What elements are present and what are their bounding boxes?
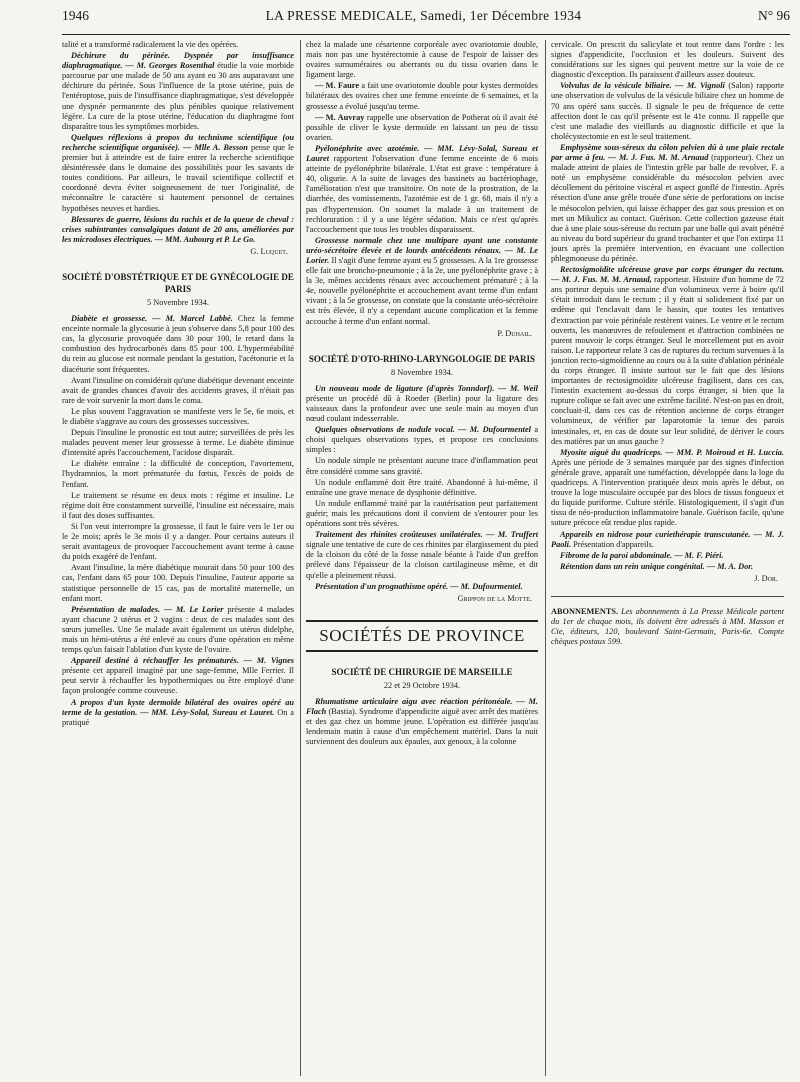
signature: G. Luquet. <box>250 246 288 256</box>
section-heading: SOCIÉTÉ D'OBSTÉTRIQUE ET DE GYNÉCOLOGIE DE PARIS <box>62 271 294 294</box>
paragraph <box>62 698 294 728</box>
article-text: a choisi quelques observations types, et propose ces conclusions simples : <box>306 425 538 455</box>
signature: Grippon de la Motte. <box>457 593 532 603</box>
article-title: Volvulus de la vésicule biliaire. — M. Vignoli <box>560 81 725 91</box>
article-text: présente 4 malades ayant chacune 2 utérus et 2 vagins : deux de ces malades sont des sœurs jumelles. Une 5e malade avait également un utérus didelphe, mais un hémi-utérus a été enlevé au cours d'une opération en même temps qu'un faisait l'ablation d'un kyste de l'ovaire. <box>62 604 294 655</box>
article-title: Rectosigmoïdite ulcéreuse grave par corps étranger du rectum. — M. J. Fus. M. M. Arnaud, <box>551 265 784 285</box>
article-text: Il s'agit d'une femme ayant eu 5 grossesses. A la 1re grossesse elle fait une broncho-pneumonie ; à la 2e, une pyélonéphrite grave ; à la 3e, mêmes accidents rénaux avec accouchement prématuré ; à la 4e, nouvelle pyélonéphrite et accouchement avant terme d'un enfant vivant ; à la 5e grossesse, on constate que la constante uréo-sécrétoire est très élevée, il n'y a cependant aucune complication et la femme accouche à terme d'un enfant normal. <box>306 255 538 326</box>
section-date: 8 Novembre 1934. <box>391 367 453 377</box>
article-title: Quelques observations de nodule vocal. — M. Dufourmentel <box>315 425 531 435</box>
paragraph <box>551 562 784 572</box>
article-title: Quelques réflexions à propos du technisme scientifique (ou recherche scientifique organisée). — Mlle A. Besson <box>62 132 294 152</box>
article-title: Grossesse normale chez une multipare ayant une constante uréo-sécrétoire élevée et de lourds antécédents rénaux. — M. Le Lorier. <box>306 235 538 265</box>
paragraph: Le plus souvent l'aggravation se manifeste vers le 5e, 6e mois, et le diabète s'aggrave au cours des grossesses successives. <box>62 406 294 426</box>
paragraph <box>551 265 784 447</box>
article-text: (Salon) rapporte une observation de volvulus de la vésicule biliaire chez un homme de 70 ans opéré sans succès. Il signale le peu de fréquence de cette affection dont le cas qu'il présente est le 41e connu. Il rappelle que c'est une maladie des vieillards au diagnostic difficile et que la cholécystectomie en est le seul traitement. <box>551 81 784 141</box>
article-title: Appareil destiné à réchauffer les prématurés. — M. Vignes <box>71 656 294 666</box>
paragraph <box>306 236 538 327</box>
paragraph: Avant l'insuline, la mère diabétique mourait dans 50 pour 100 des cas, l'enfant dans 65 pour 100. Depuis l'insuline, l'auteur apporte sa statistique personnelle de 15 cas, pas de mortalité maternelle, un enfant mort. <box>62 563 294 603</box>
paragraph: cervicale. On prescrit du salicylate et tout rentre dans l'ordre : les signes d'appendicite, l'occlusion et les douleurs. Suivent des considérations sur les signes qui peuvent mettre sur la voie de ce diagnostic d'exception. Ils paraissent d'ailleurs assez douteux. <box>551 40 784 80</box>
journal-title: LA PRESSE MEDICALE, Samedi, 1er Décembre 1934 <box>265 8 582 23</box>
paragraph <box>306 113 538 143</box>
article-title: Rhumatisme articulaire aigu avec réaction péritonéale. — M. Flach <box>306 696 538 716</box>
paragraph <box>306 144 538 235</box>
article-text: (rapporteur). Chez un malade atteint de plaies de l'intestin grêle par balle de revolver, F. a noté un emphysème considérable du mésocolon pelvien avec décollement du péritoine viscéral et aspect gonflé de l'intestin. Après résection d'une anse grêle trouée d'une série de perforations on incise le mésocolon pelvien, qui laisse échapper des gaz sous pression et on met un Mikulicz au contact. Guérison. Cette collection gazeuse était due à une plaie sous-séreuse du rectum par une balle qui avait pénétré au niveau du bord supérieur du grand trochanter et que l'on extirpa 11 jours après la première intervention, en évacuant une collection phlegmoneuse du périnée. <box>551 153 784 263</box>
article-title: Emphysème sous-séreux du côlon pelvien dû à une plaie rectale par arme à feu. — M. J. Fus. M. M. Arnaud <box>551 142 784 163</box>
section-heading: SOCIÉTÉ D'OTO-RHINO-LARYNGOLOGIE DE PARIS <box>308 353 536 364</box>
paragraph <box>62 215 294 245</box>
paragraph <box>306 425 538 455</box>
section-date: 5 Novembre 1934. <box>147 297 209 307</box>
article-title: Présentation de malades. — M. Le Lorier <box>71 604 224 614</box>
page-header <box>62 8 790 35</box>
article-text: Présentation d'appareils. <box>573 539 654 549</box>
article-title: Blessures de guerre, lésions du rachis et de la queue de cheval : crises subintrantes cansalgiques datant de 20 ans, améliorées par les microdoses électriques. — MM. Aubourg et P. Le Go. <box>62 214 294 244</box>
article-text: signale une tentative de cure de ces rhinites par élargissement du pied de la cloison du côté de la fosse nasale béante à l'aide d'un greffon prélevé dans l'épaisseur de la cloison cartilagineuse même, et dit qu'elle a pleinement réussi. <box>306 540 538 580</box>
section-heading: SOCIÉTÉ DE CHIRURGIE DE MARSEILLE <box>331 666 513 677</box>
paragraph <box>62 51 294 132</box>
article-text: rappelle une observation de Potherat où il avait été possible de cliver le kyste dermoïde en laissant un peu de tissu ovarien. <box>306 112 538 142</box>
article-text: rapporteur. Histoire d'un homme de 72 ans porteur depuis une semaine d'un volumineux verre à boire qu'il s'était introduit dans le rectum ; il y était si solidement fixé par un œdème qui l'enclavait dans le bassin, que toutes les tentatives d'extraction par voie périnéale restèrent vaines. Le ventre et le rectum ouverts, les manœuvres de refoulement et d'attraction combinées ne purent mouvoir le corps étranger. Seul le morcellement put en avoir raison. Le rapporteur relate 3 cas de ruptures du rectum survenues à la jonction recto-sigmoïdienne au cours ou à la suite d'ablation périnéale du corps étranger. Il insiste surtout sur le fait que des lésions importantes de rectosigmoïdite ulcéreuse fragilisent, dans ces cas, l'intestin exactement au-dessus du corps étranger, si bien que la rupture colique se fait avec une extrême facilité. N'est-on pas en droit, concluait-il, dans ces cas de rétention ancienne de corps étranger volumineux, de vérifier par laparotomie la tenue des parois intestinales, et, en cas de doute sur leur solidité, de dériver le cours des matières par un anus gauche ? <box>551 275 784 446</box>
article-text: a fait une ovariotomie double pour kystes dermoïdes bilatéraux des ovaires chez une femme enceinte de 6 semaines, et la grossesse a évolué jusqu'au terme. <box>306 81 538 111</box>
article-title: A propos d'un kyste dermoïde bilatéral des ovaires opéré au terme de la gestation. — MM. Lévy-Solal, Sureau et Lauret. <box>62 697 294 717</box>
column-middle <box>306 40 538 1076</box>
paragraph: Le diabète entraîne : la difficulté de conception, l'avortement, l'hydramnios, la mort prématurée du fœtus, l'excès de poids de l'enfant. <box>62 459 294 489</box>
article-title: Pyélonéphrite avec azotémie. — MM. Lévy-Solal, Sureau et Lauret <box>306 143 538 164</box>
article-title: Diabète et grossesse. — M. Marcel Labbé. <box>71 314 233 324</box>
paragraph <box>306 582 538 592</box>
article-title: Présentation d'un prognathisme opéré. — M. Dufourmentel. <box>315 581 523 591</box>
paragraph <box>62 314 294 375</box>
subscription-notice <box>551 596 784 647</box>
author: — M. Auvray <box>315 112 365 122</box>
paragraph <box>551 551 784 561</box>
paragraph <box>306 697 538 747</box>
article-text: étudie la voie morbide parcourue par une malade de 50 ans ayant eu 30 ans auparavant une déchirure du périnée. Sous l'influence de la ptose utérine, puis de l'entéroptose, puis de l'insuffisance diaphragmatique, s'est développée une dyspnée permanente des plus pénibles quoique relativement légère. La cure de la ptose utérine, l'éducation du diaphragme font disparaître tous les symptômes morbides. <box>62 61 294 131</box>
column-divider <box>300 40 301 1076</box>
article-title: Traitement des rhinites croûteuses unilatérales. — M. Truffert <box>315 530 538 540</box>
paragraph <box>62 133 294 214</box>
issue-number: N° 96 <box>757 8 790 23</box>
paragraph: Un nodule enflammé doit être traité. Abandonné à lui-même, il entraîne une grave menace de dysphonie définitive. <box>306 477 538 497</box>
article-title: Myosite aiguë du quadriceps. — MM. P. Moiroud et H. Luccia. <box>560 447 784 457</box>
article-title: Un nouveau mode de ligature (d'après Tonndorf). — M. Weil <box>315 383 538 393</box>
subscription-label: ABONNEMENTS. <box>551 606 619 616</box>
article-text: On a pratiqué <box>62 707 294 727</box>
article-columns <box>62 40 784 1076</box>
paragraph <box>551 81 784 142</box>
paragraph <box>306 384 538 424</box>
article-text: (Bastia). Syndrome d'appendicite aiguë avec arrêt des matières et des gaz chez un homme jeune. L'opération est différée jusqu'au lendemain matin à cause d'un empêchement matériel. Dans la nuit surviennent des douleurs aux épaules, aux genoux, à la colonne <box>306 706 538 747</box>
paragraph: Un nodule simple ne présentant aucune trace d'inflammation peut être considéré comme sans gravité. <box>306 456 538 476</box>
article-title: Fibrome de la paroi abdominale. — M. F. Piéri. <box>560 550 724 560</box>
paragraph <box>62 605 294 655</box>
article-text: présente cet appareil imaginé par une sage-femme, Mlle Ferrier. Il peut servir à réchauffer les hypothermiques ou être employé d'une façon prolongée comme couveuse. <box>62 666 294 696</box>
paragraph: Si l'on veut interrompre la grossesse, il faut le faire vers le 1er ou le 2e mois; après le 3e mois il y a danger. Pour certains auteurs il serait avantageux de provoquer l'accouchement avant terme à cause du poids exagéré de l'enfant. <box>62 521 294 562</box>
section-date: 22 et 29 Octobre 1934. <box>383 680 461 690</box>
subscription-text: Les abonnements à La Presse Médicale partent du 1er de chaque mois, ils doivent être adressés à MM. Masson et Cie, éditeurs, 120, boulevard Saint-Germain, Paris-6e. Compte chèques postaux 599. <box>551 606 784 647</box>
article-title: Rétention dans un rein unique congénital. — M. A. Dor. <box>560 561 754 571</box>
article-text: Après une période de 3 semaines marquée par des signes d'infection générale grave, apparaît une tuméfaction, développée dans la loge du quadriceps. A l'intervention pratiquée deux mois après le début, on trouve la loge musculaire occupée par des blocs de tissus fongueux et du liquide puriforme. Culture stérile. Histologiquement, il s'agit d'un tissu de néo-production inflammatoire banale. Guérison facile, qu'une suture précoce eût rendue plus rapide. <box>551 457 784 528</box>
paragraph <box>551 448 784 529</box>
section-banner: SOCIÉTÉS DE PROVINCE <box>306 620 538 652</box>
page-number: 1946 <box>62 8 89 23</box>
paragraph: Un nodule enflammé traité par la cautérisation peut parfaitement guérir; mais les précautions dont il convient de s'entourer pour les opérations sont très sévères. <box>306 498 538 529</box>
column-right <box>551 40 784 1076</box>
signature: P. Duhail. <box>497 328 532 338</box>
paragraph <box>551 143 784 264</box>
column-divider <box>545 40 546 1076</box>
article-text: Chez la femme enceinte normale la glycosurie à jeun s'observe dans 5,8 pour 100 des cas, la glycosurie provoquée dans 30 pour 100, le retard dans la combustion des hydrocarbonés dans 85 pour 100. L'hyperméabilité du rein au glucose est normale pendant la gestation, l'acétonurie et la diacéturie sont fréquentes. <box>62 314 294 374</box>
article-text: pense que le premier but à atteindre est de faire entrer la recherche scientifique désintéressée dans le domaine des possibilités pour les savants de toutes conditions. Par ailleurs, le travail scientifique collectif et coordonné devra éviter soigneusement de tuer l'originalité, de méconnaître le caractère si hautement personnel de certaines hypothèses neuves et hardies. <box>62 142 294 213</box>
paragraph <box>551 530 784 550</box>
paragraph <box>62 656 294 696</box>
paragraph <box>306 81 538 111</box>
paragraph <box>306 530 538 580</box>
paragraph: chez la malade une césarienne corporéale avec ovariotomie double, mais non pas une hystérectomie à cause de l'espoir de laisser des ovaires surnuméraires ou aberrants ou du tissu ovarien dans le ligament large. <box>306 40 538 80</box>
paragraph: talité et a transformé radicalement la vie des opérées. <box>62 40 239 49</box>
column-left <box>62 40 294 1076</box>
article-title: Déchirure du périnée. Dyspnée par insuffisance diaphragmatique. — M. Georges Rosenthal <box>62 51 294 71</box>
article-text: présente un procédé dû à Roeder (Berlin) pour la ligature des vaisseaux dans la profondeur avec une seule main au moyen d'un nœud coulant indesserrable. <box>306 393 538 424</box>
paragraph: Depuis l'insuline le pronostic est tout autre; surveillées de près les malades peuvent mener leur grossesse à terme. Le diabète diminue d'intensité après l'accouchement, l'acidose disparaît. <box>62 428 294 458</box>
signature: J. Dor. <box>754 573 778 583</box>
article-title: Appareils en nidrose pour curiethérapie transcutanée. — M. J. Paoli. <box>551 529 784 549</box>
author: — M. Faure <box>315 81 360 91</box>
paragraph: Le traitement se résume en deux mots : régime et insuline. Le régime doit être constamment surveillé, l'insuline est nécessaire, mais il faut des doses suffisantes. <box>62 490 294 520</box>
paragraph: Avant l'insuline on considérait qu'une diabétique devenant enceinte avait de grandes chances d'avoir des accidents graves, il n'était pas rare de voir survenir la mort dans le coma. <box>62 375 294 405</box>
article-text: rapportent l'observation d'une femme enceinte de 6 mois atteinte de pyélonéphrite bilatérale. L'état est grave : température à 40, oligurie. A la suite de lavages des bassinets au bactériophage, l'amélioration n'est que transitoire. On note de la prostration, de la diarrhée, des vomissements, l'azotémie est de 1 gr. 68, mais il n'y a pas d'hypertension. On soumet la malade à un traitement de rechloruration : il y a une légère sédation. Mais ce n'est qu'après l'accouchement que tous les troubles disparaissent. <box>306 154 538 234</box>
